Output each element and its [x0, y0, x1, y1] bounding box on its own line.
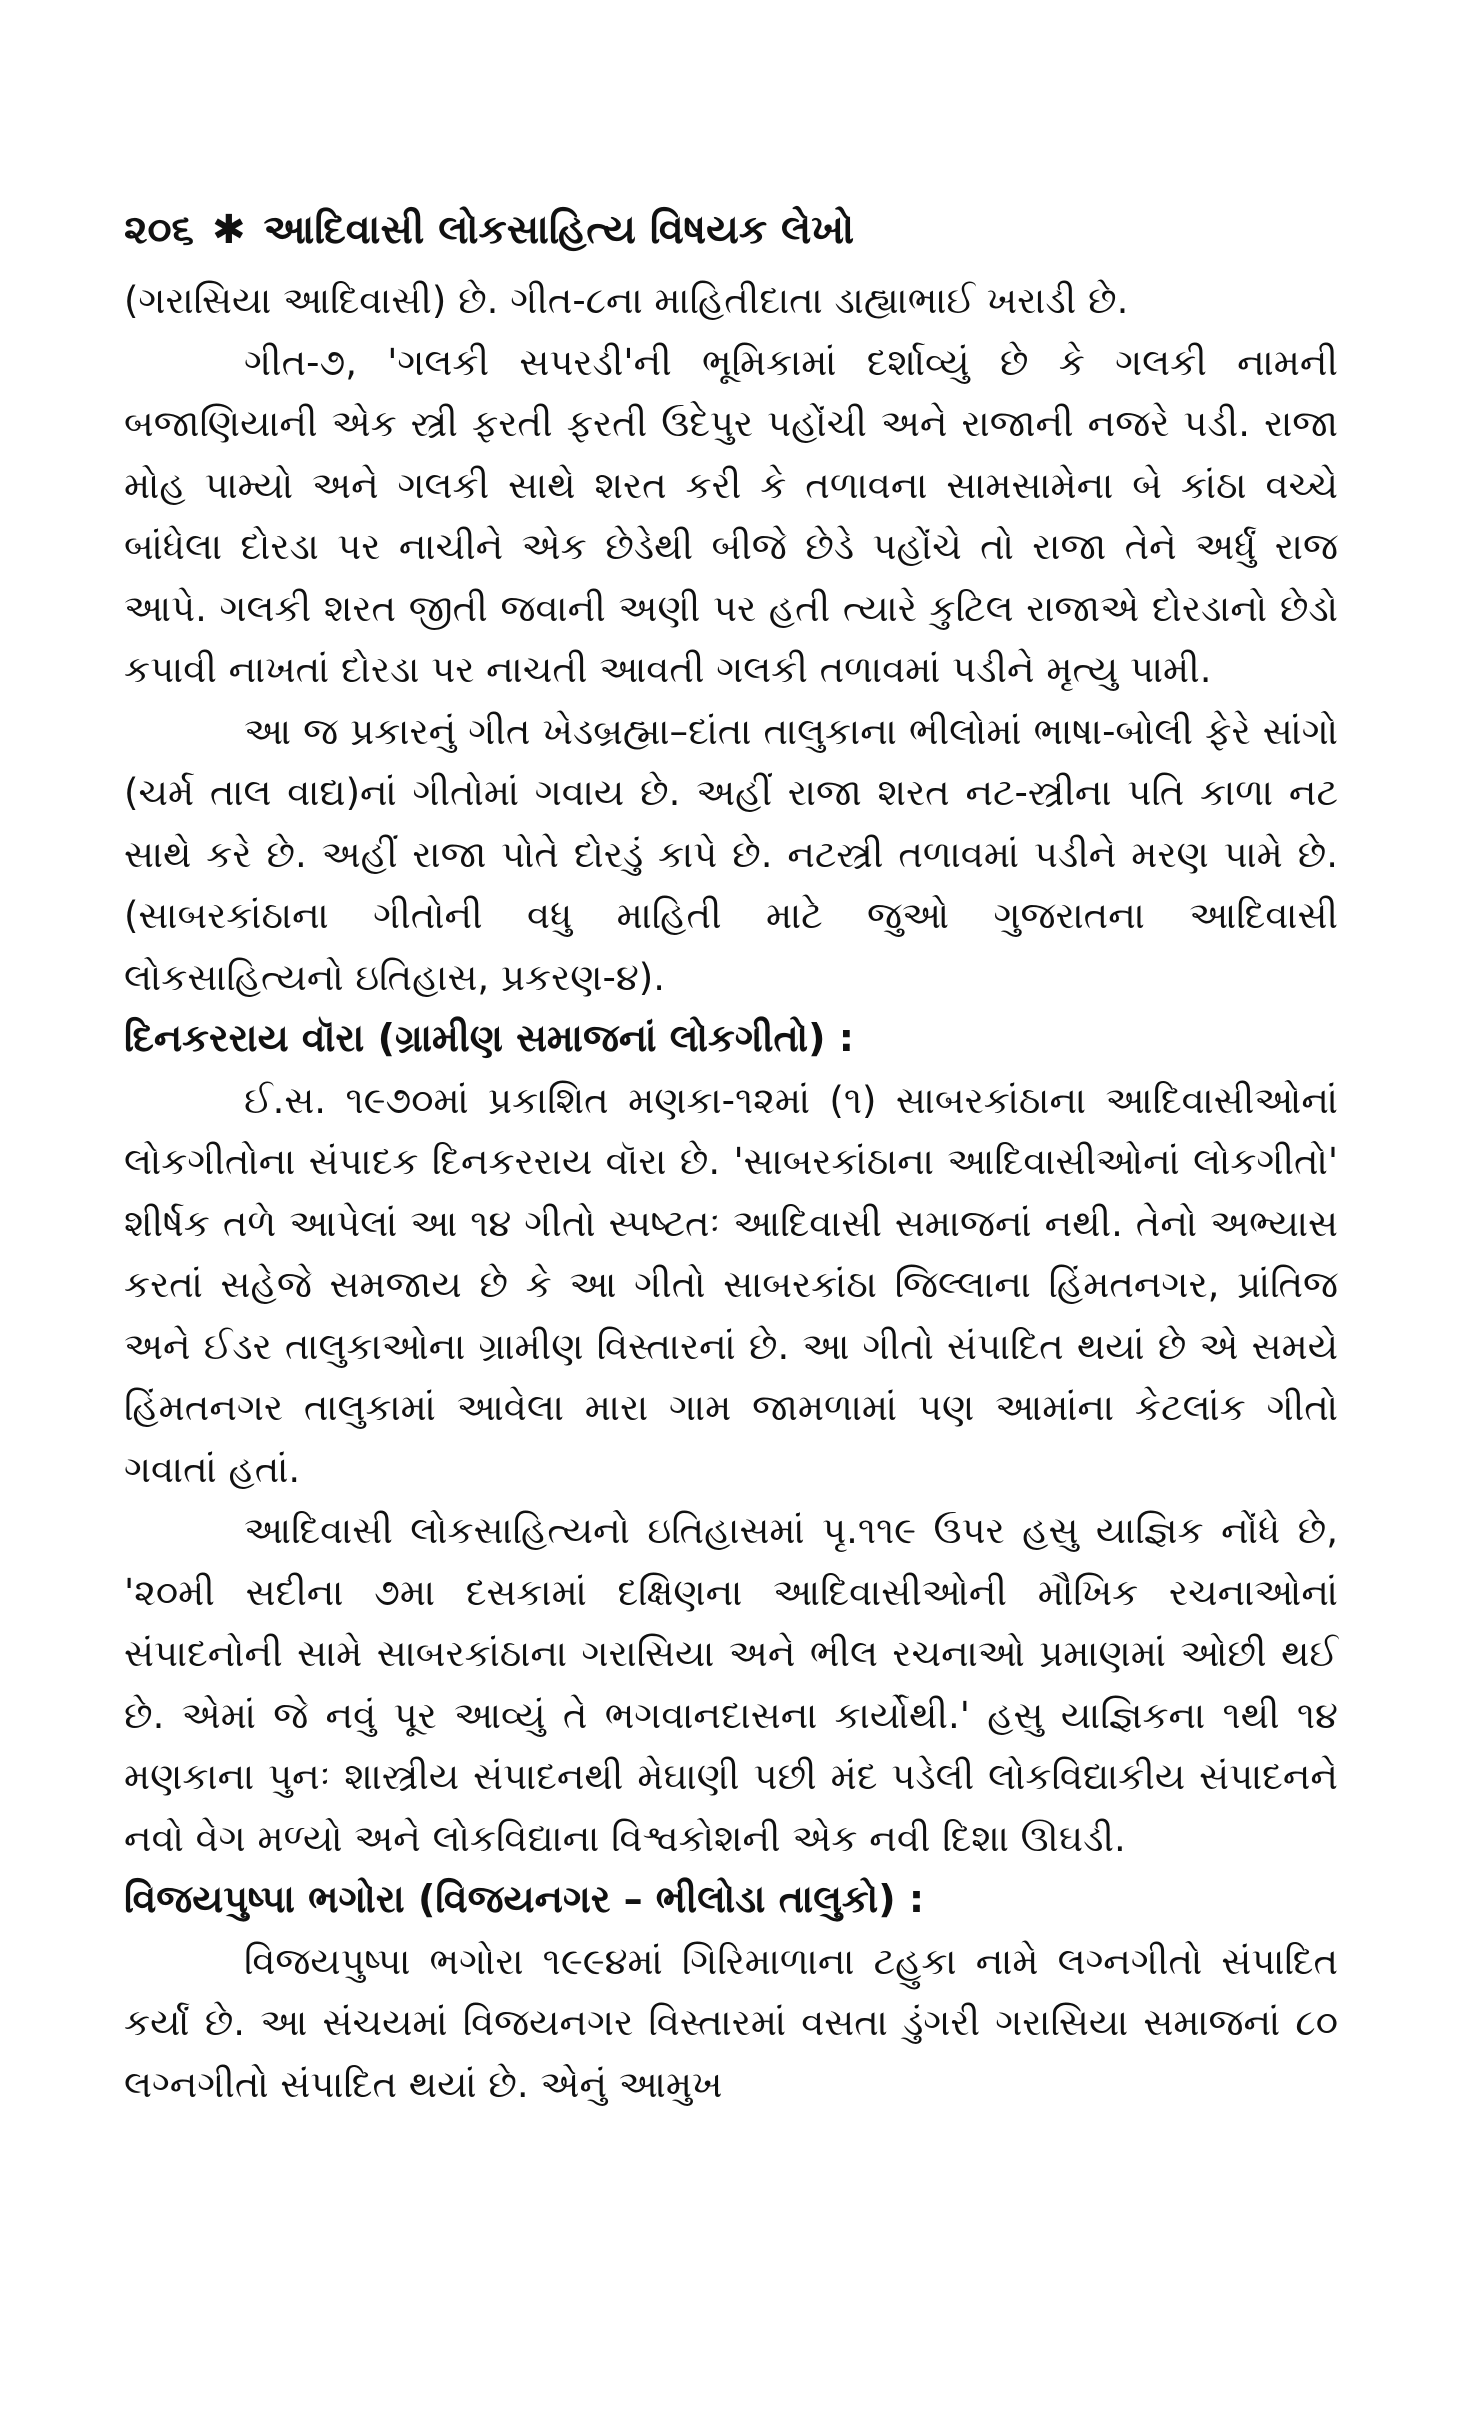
paragraph-hasu-yagnik: આદિવાસી લોકસાહિત્યનો ઇતિહાસમાં પૃ.૧૧૯ ઉપર હસુ યાજ્ઞિક નોંધે છે, '૨૦મી સદીના ૭મા દસકામાં દક્ષિણના આદિવાસીઓની મૌખિક રચનાઓનાં સંપાદનોની સામે સાબરકાંઠાના ગરાસિયા અને ભીલ રચનાઓ પ્રમાણમાં ઓછી થઈ છે. એમાં જે નવું પૂર આવ્યું તે ભગવાનદાસના કાર્યોથી.' હસુ યાજ્ઞિકના ૧થી ૧૪ મણકાના પુનઃ શાસ્ત્રીય સંપાદનથી મેઘાણી પછી મંદ પડેલી લોકવિદ્યાકીય સંપાદનને નવો વેગ મળ્યો અને લોકવિદ્યાના વિશ્વકોશની એક નવી દિશા ઊઘડી.: [124, 1509, 1338, 1860]
book-page: [124, 200, 1338, 2115]
paragraph-dinkarray: ઈ.સ. ૧૯૭૦માં પ્રકાશિત મણકા-૧૨માં (૧) સાબરકાંઠાના આદિવાસીઓનાં લોકગીતોના સંપાદક દિનકરરાય વૉરા છે. 'સાબરકાંઠાના આદિવાસીઓનાં લોકગીતો' શીર્ષક તળે આપેલાં આ ૧૪ ગીતો સ્પષ્ટતઃ આદિવાસી સમાજનાં નથી. તેનો અભ્યાસ કરતાં સહેજે સમજાય છે કે આ ગીતો સાબરકાંઠા જિલ્લાના હિંમતનગર, પ્રાંતિજ અને ઈડર તાલુકાઓના ગ્રામીણ વિસ્તારનાં છે. આ ગીતો સંપાદિત થયાં છે એ સમયે હિંમતનગર તાલુકામાં આવેલા મારા ગામ જામળામાં પણ આમાંના કેટલાંક ગીતો ગવાતાં હતાં.: [124, 1078, 1338, 1491]
page-number: ૨૦૬: [124, 207, 194, 253]
paragraph-vijaypushpa: વિજયપુષ્પા ભગોરા ૧૯૯૪માં ગિરિમાળાના ટહુકા નામે લગ્નગીતો સંપાદિત કર્યાં છે. આ સંચયમાં વિજયનગર વિસ્તારમાં વસતા ડુંગરી ગરાસિયા સમાજનાં ૮૦ લગ્નગીતો સંપાદિત થયાં છે. એનું આમુખ: [124, 1939, 1338, 2106]
paragraph-similar-song: આ જ પ્રકારનું ગીત ખેડબ્રહ્મા–દાંતા તાલુકાના ભીલોમાં ભાષા-બોલી ફેરે સાંગો (ચર્મ તાલ વાદ્ય)નાં ગીતોમાં ગવાય છે. અહીં રાજા શરત નટ-સ્ત્રીના પતિ કાળા નટ સાથે કરે છે. અહીં રાજા પોતે દોરડું કાપે છે. નટસ્ત્રી તળાવમાં પડીને મરણ પામે છે. (સાબરકાંઠાના ગીતોની વધુ માહિતી માટે જુઓ ગુજરાતના આદિવાસી લોકસાહિત્યનો ઇતિહાસ, પ્રકરણ-૪).: [124, 709, 1338, 999]
running-header: [124, 200, 1338, 260]
section-heading-vijaypushpa: વિજયપુષ્પા ભગોરા (વિજયનગર – ભીલોડા તાલુકો) :: [124, 1877, 925, 1921]
paragraph-continuation: (ગરાસિયા આદિવાસી) છે. ગીત-૮ના માહિતીદાતા ડાહ્યાભાઈ ખરાડી છે.: [124, 279, 1129, 322]
header-separator-icon: ✱: [211, 207, 246, 253]
book-title: આદિવાસી લોકસાહિત્ય વિષયક લેખો: [263, 207, 855, 253]
paragraph-galki-song: ગીત-૭, 'ગલકી સપરડી'ની ભૂમિકામાં દર્શાવ્યું છે કે ગલકી નામની બજાણિયાની એક સ્ત્રી ફરતી ફરતી ઉદેપુર પહોંચી અને રાજાની નજરે પડી. રાજા મોહ પામ્યો અને ગલકી સાથે શરત કરી કે તળાવના સામસામેના બે કાંઠા વચ્ચે બાંધેલા દોરડા પર નાચીને એક છેડેથી બીજે છેડે પહોંચે તો રાજા તેને અર્ધું રાજ આપે. ગલકી શરત જીતી જવાની અણી પર હતી ત્યારે કુટિલ રાજાએ દોરડાનો છેડો કપાવી નાખતાં દોરડા પર નાચતી આવતી ગલકી તળાવમાં પડીને મૃત્યુ પામી.: [124, 340, 1338, 691]
section-heading-dinkarray: દિનકરરાય વૉરા (ગ્રામીણ સમાજનાં લોકગીતો) :: [124, 1016, 854, 1060]
